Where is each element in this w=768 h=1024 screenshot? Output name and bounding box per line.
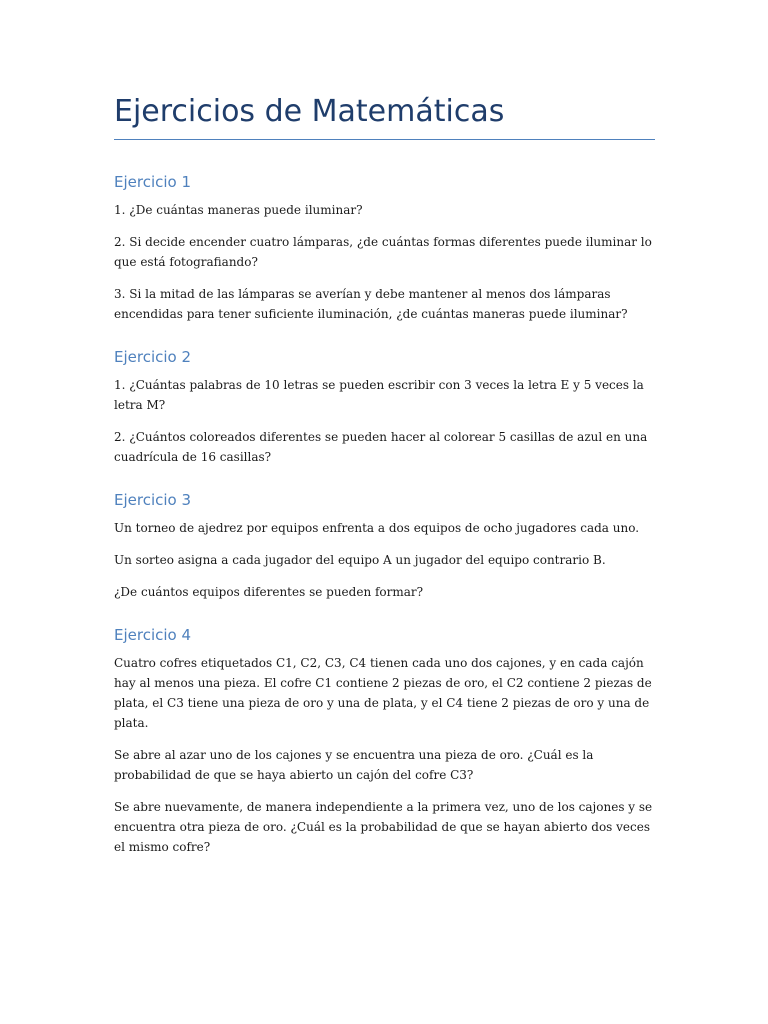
exercise-paragraph: 2. ¿Cuántos coloreados diferentes se pueden hacer al colorear 5 casillas de azul en una cuadrícula de 16 casillas? [114,430,648,464]
title-divider [114,139,655,140]
document-title: Ejercicios de Matemáticas [114,94,505,129]
exercise-paragraph: 1. ¿De cuántas maneras puede iluminar? [114,203,363,217]
exercise-paragraph: Un sorteo asigna a cada jugador del equipo A un jugador del equipo contrario B. [114,553,606,567]
exercise-section-4 [114,623,655,857]
exercise-paragraph: 3. Si la mitad de las lámparas se averían y debe mantener al menos dos lámparas encendidas para tener suficiente iluminación, ¿de cuántas maneras puede iluminar? [114,287,628,321]
exercise-paragraph: Un torneo de ajedrez por equipos enfrenta a dos equipos de ocho jugadores cada uno. [114,521,640,535]
exercise-heading: Ejercicio 3 [114,491,192,509]
exercise-paragraph: Se abre al azar uno de los cajones y se encuentra una pieza de oro. ¿Cuál es la probabilidad de que se haya abierto un cajón del cofre C3? [114,748,594,782]
exercise-paragraph: Se abre nuevamente, de manera independiente a la primera vez, uno de los cajones y se encuentra otra pieza de oro. ¿Cuál es la probabilidad de que se hayan abierto dos veces el mismo cofre? [114,800,653,854]
exercise-paragraph: ¿De cuántos equipos diferentes se pueden formar? [114,585,424,599]
exercise-heading: Ejercicio 4 [114,626,192,644]
exercise-section-2 [114,345,655,467]
exercise-paragraph: 1. ¿Cuántas palabras de 10 letras se pueden escribir con 3 veces la letra E y 5 veces la letra M? [114,378,644,412]
exercise-section-3 [114,488,655,602]
exercise-list [114,170,655,878]
exercise-paragraph: 2. Si decide encender cuatro lámparas, ¿de cuántas formas diferentes puede iluminar lo que está fotografiando? [114,235,652,269]
exercise-heading: Ejercicio 1 [114,173,192,191]
exercise-heading: Ejercicio 2 [114,348,192,366]
exercise-paragraph: Cuatro cofres etiquetados C1, C2, C3, C4 tienen cada uno dos cajones, y en cada cajón hay al menos una pieza. El cofre C1 contiene 2 piezas de oro, el C2 contiene 2 piezas de plata, el C3 tiene una pieza de oro y una de plata, y el C4 tiene 2 piezas de oro y una de plata. [114,656,652,730]
exercise-section-1 [114,170,655,324]
